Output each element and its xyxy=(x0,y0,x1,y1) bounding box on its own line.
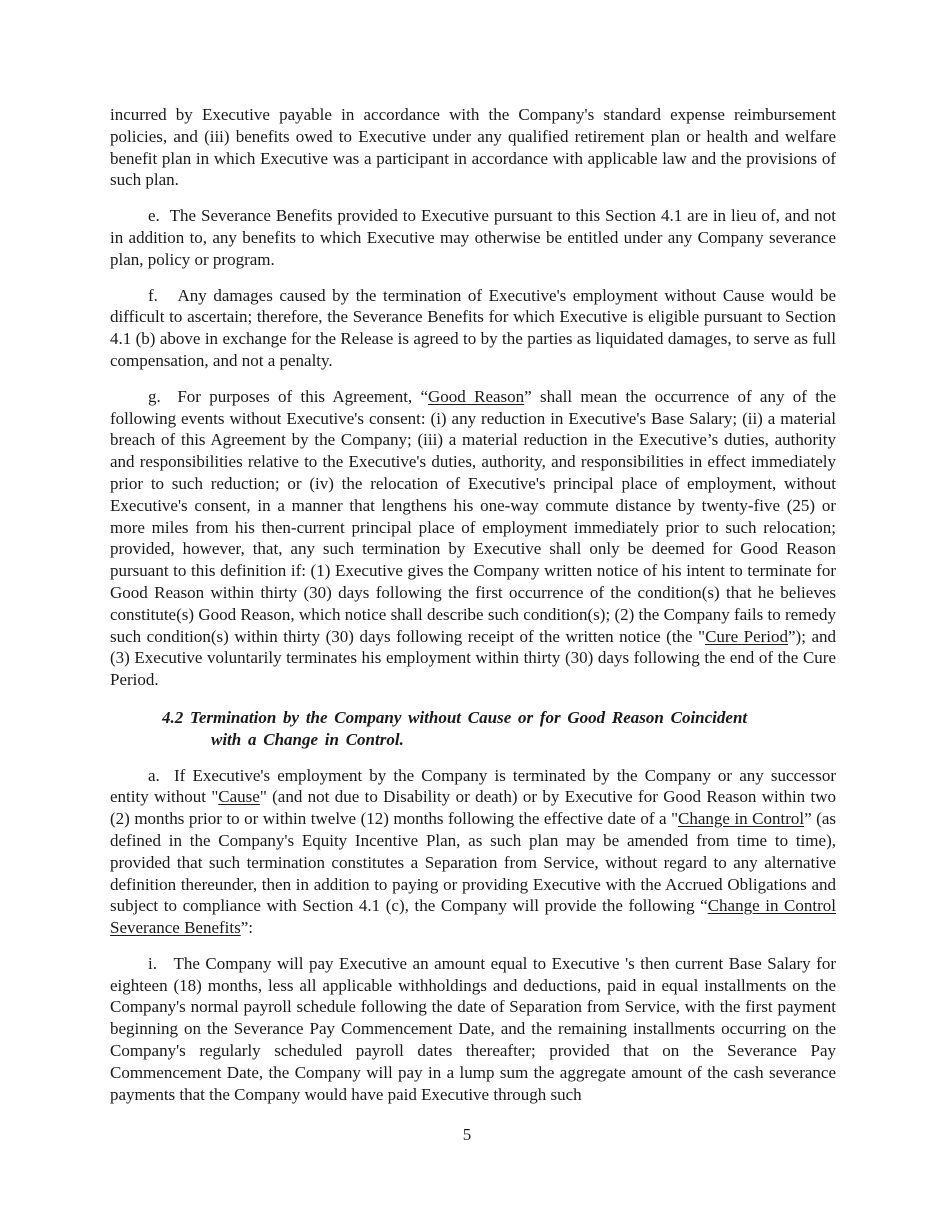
paragraph-a-text: a. If Executive's employment by the Company is terminated by the Company or any successor entity without " xyxy=(110,765,836,807)
paragraph-i-text: i. The Company will pay Executive an amount equal to Executive 's then current Base Salary for eighteen (18) months, less all applicable withholdings and deductions, paid in equal installments on the Company's normal payroll schedule following the date of Separation from Service, with the first payment beginning on the Severance Pay Commencement Date, and the remaining installments occurring on the Company's regularly scheduled payroll dates thereafter; provided that on the Severance Pay Commencement Date, the Company will pay in a lump sum the aggregate amount of the cash severance payments that the Company would have paid Executive through such xyxy=(110,953,836,1104)
paragraph-f xyxy=(110,285,836,372)
paragraph-a xyxy=(110,765,836,939)
continuation-paragraph xyxy=(110,104,836,191)
paragraph-g-text: Cure Period xyxy=(705,626,789,646)
paragraph-g xyxy=(110,386,836,691)
paragraph-g-text: ” shall mean the occurrence of any of the following events without Executive's consent: (i) any reduction in Executive's Base Salary; (ii) a material breach of this Agreement by the Company; (iii) a material reduction in the Executive’s duties, authority and responsibilities relative to the Executive's duties, authority, and responsibilities in effect immediately prior to such reduction; or (iv) the relocation of Executive's principal place of employment, without Executive's consent, in a manner that lengthens his one-way commute distance by twenty-five (25) or more miles from his then-current principal place of employment immediately prior to such relocation; provided, however, that, any such termination by Executive shall only be deemed for Good Reason pursuant to this definition if: (1) Executive gives the Company written notice of his intent to terminate for Good Reason within thirty (30) days following the first occurrence of the condition(s) that he believes constitute(s) Good Reason, which notice shall describe such condition(s); (2) the Company fails to remedy such condition(s) within thirty (30) days following receipt of the written notice (the " xyxy=(110,386,836,646)
paragraph-a-text: " (and not due to Disability or death) or by Executive for Good Reason within two (2) months prior to or within twelve (12) months following the effective date of a " xyxy=(110,787,837,829)
paragraph-e xyxy=(110,205,836,270)
paragraph-e-text: e. The Severance Benefits provided to Executive pursuant to this Section 4.1 are in lieu of, and not in addition to, any benefits to which Executive may otherwise be entitled under any Company severance plan, policy or program. xyxy=(110,206,836,269)
continuation-paragraph-text: incurred by Executive payable in accordance with the Company's standard expense reimbursement policies, and (iii) benefits owed to Executive under any qualified retirement plan or health and welfare benefit plan in which Executive was a participant in accordance with applicable law and the provisions of such plan. xyxy=(110,105,836,190)
paragraph-a-text: Change in Control Severance Benefits xyxy=(110,896,836,938)
paragraph-a-text: ” (as defined in the Company's Equity Incentive Plan, as such plan may be amended from time to time), provided that such termination constitutes a Separation from Service, without regard to any alternative definition thereunder, then in addition to paying or providing Executive with the Accrued Obligations and subject to compliance with Section 4.1 (c), the Company will provide the following “ xyxy=(110,809,836,916)
paragraph-a-text: Change in Control xyxy=(678,809,805,829)
section-4-2-heading xyxy=(110,707,836,751)
paragraph-g-text: ”); and (3) Executive voluntarily terminates his employment within thirty (30) days following the end of the Cure Period. xyxy=(110,626,837,690)
paragraph-a-text: Cause xyxy=(218,787,260,807)
section-4-2-heading-text: 4.2 Termination by the Company without Cause or for Good Reason Coincident xyxy=(162,707,748,727)
paragraph-g-text: g. For purposes of this Agreement, “ xyxy=(148,386,429,406)
page-number: 5 xyxy=(462,1125,472,1144)
paragraph-i xyxy=(110,953,836,1106)
section-4-2-heading-text: with a Change in Control. xyxy=(211,729,404,749)
document-body xyxy=(110,104,836,1119)
page-footer xyxy=(0,1124,934,1146)
paragraph-a-text: ”: xyxy=(240,918,254,938)
paragraph-f-text: f. Any damages caused by the termination of Executive's employment without Cause would be difficult to ascertain; therefore, the Severance Benefits for which Executive is eligible pursuant to Section 4.1 (b) above in exchange for the Release is agreed to by the parties as liquidated damages, to serve as full compensation, and not a penalty. xyxy=(110,285,836,370)
paragraph-g-text: Good Reason xyxy=(428,386,525,406)
